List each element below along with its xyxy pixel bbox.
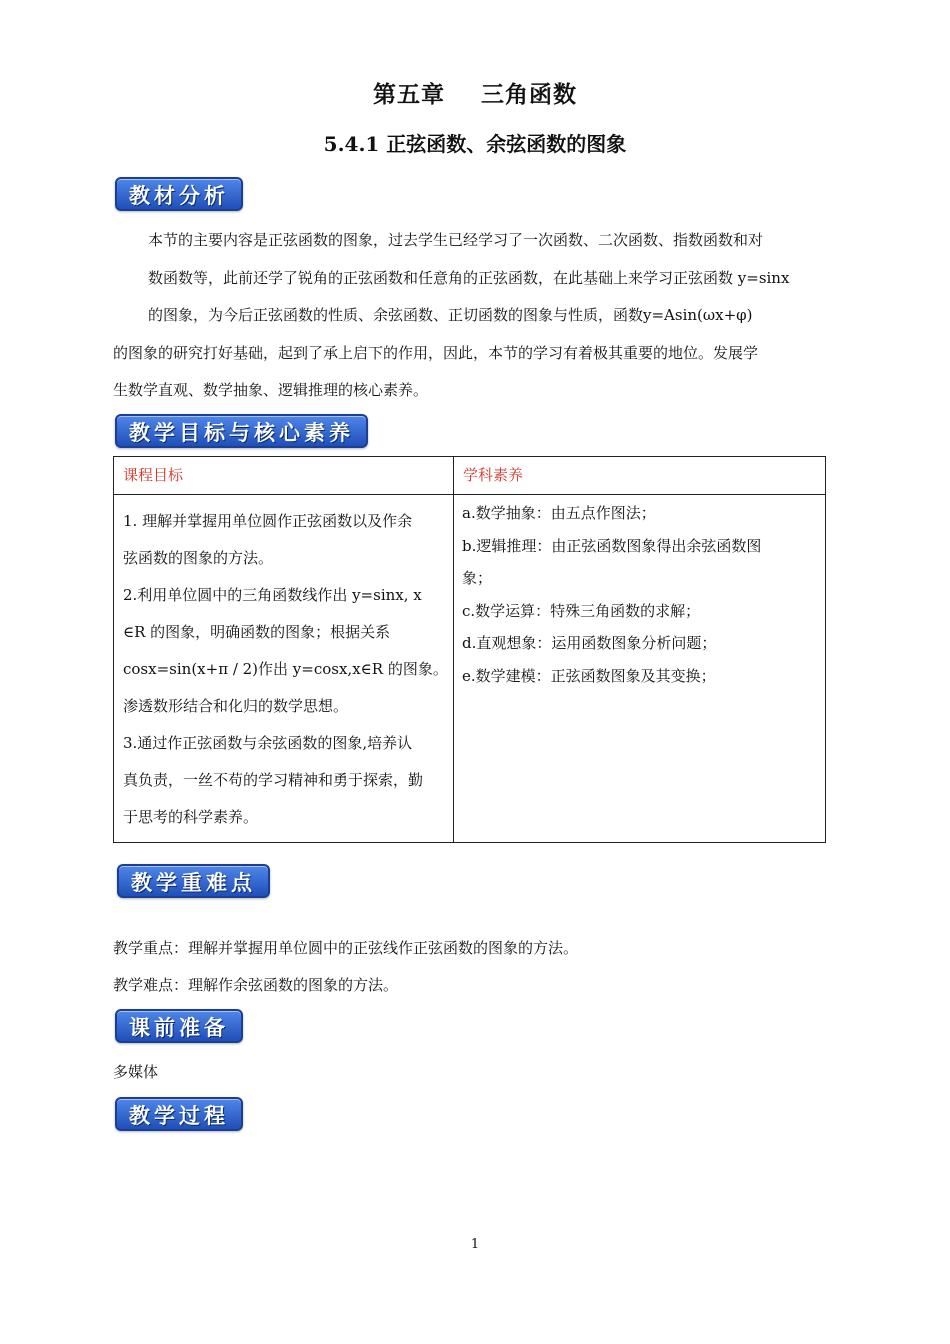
- badge-goals-core-literacy: 教学目标与核心素养: [115, 414, 368, 448]
- table-header-subject-literacy: 学科素养: [454, 457, 826, 495]
- badge-textbook-analysis: 教材分析: [115, 177, 243, 211]
- course-goal-line: 于思考的科学素养。: [123, 808, 259, 826]
- subject-literacy-cell: [454, 495, 826, 843]
- analysis-line-1: 本节的主要内容是正弦函数的图象，过去学生已经学习了一次函数、二次函数、指数函数和对: [148, 231, 764, 249]
- literacy-line: d.直观想象：运用函数图象分析问题；: [462, 634, 717, 652]
- key-point-text: 教学重点：理解并掌握用单位圆中的正弦线作正弦函数的图象的方法。: [113, 939, 579, 957]
- course-goal-line: 2.利用单位圆中的三角函数线作出 y=sinx, x: [123, 586, 422, 604]
- literacy-line: 象；: [462, 569, 493, 587]
- badge-key-difficult-points: 教学重难点: [117, 864, 270, 898]
- course-goals-cell: [114, 495, 454, 843]
- section-title: 5.4.1 正弦函数、余弦函数的图象: [323, 132, 627, 156]
- literacy-line: b.逻辑推理：由正弦函数图象得出余弦函数图: [462, 536, 762, 555]
- course-goal-line: 1. 理解并掌握用单位圆作正弦函数以及作余: [123, 512, 413, 530]
- page-number: 1: [470, 1237, 480, 1252]
- analysis-line-2: 数函数等，此前还学了锐角的正弦函数和任意角的正弦函数，在此基础上来学习正弦函数 y=sinx: [148, 269, 790, 287]
- course-goal-line: 渗透数形结合和化归的数学思想。: [123, 697, 349, 715]
- course-goal-line: 3.通过作正弦函数与余弦函数的图象,培养认: [123, 734, 413, 752]
- course-goal-line: 真负责，一丝不苟的学习精神和勇于探索，勤: [123, 771, 424, 789]
- difficulty-text: 教学难点：理解作余弦函数的图象的方法。: [113, 976, 399, 994]
- literacy-line: a.数学抽象：由五点作图法；: [462, 504, 656, 522]
- goals-table: [113, 456, 826, 843]
- course-goal-line: ∈R 的图象，明确函数的图象；根据关系: [123, 623, 391, 641]
- badge-teaching-process: 教学过程: [115, 1097, 243, 1131]
- literacy-line: c.数学运算：特殊三角函数的求解；: [462, 601, 701, 620]
- prep-text: 多媒体: [113, 1063, 159, 1081]
- literacy-line: e.数学建模：正弦函数图象及其变换；: [462, 666, 716, 685]
- analysis-line-3: 的图象，为今后正弦函数的性质、余弦函数、正切函数的图象与性质，函数y=Asin(ωx+φ): [148, 306, 753, 324]
- course-goal-line: 弦函数的图象的方法。: [123, 549, 274, 567]
- analysis-line-4: 的图象的研究打好基础，起到了承上启下的作用，因此，本节的学习有着极其重要的地位。发展学: [113, 344, 759, 362]
- badge-class-preparation: 课前准备: [115, 1009, 243, 1043]
- table-header-course-goals: 课程目标: [114, 457, 454, 495]
- chapter-title: 第五章 三角函数: [372, 81, 578, 108]
- course-goal-line: cosx=sin(x+π / 2)作出 y=cosx,x∈R 的图象。: [123, 660, 448, 678]
- analysis-line-5: 生数学直观、数学抽象、逻辑推理的核心素养。: [113, 381, 429, 399]
